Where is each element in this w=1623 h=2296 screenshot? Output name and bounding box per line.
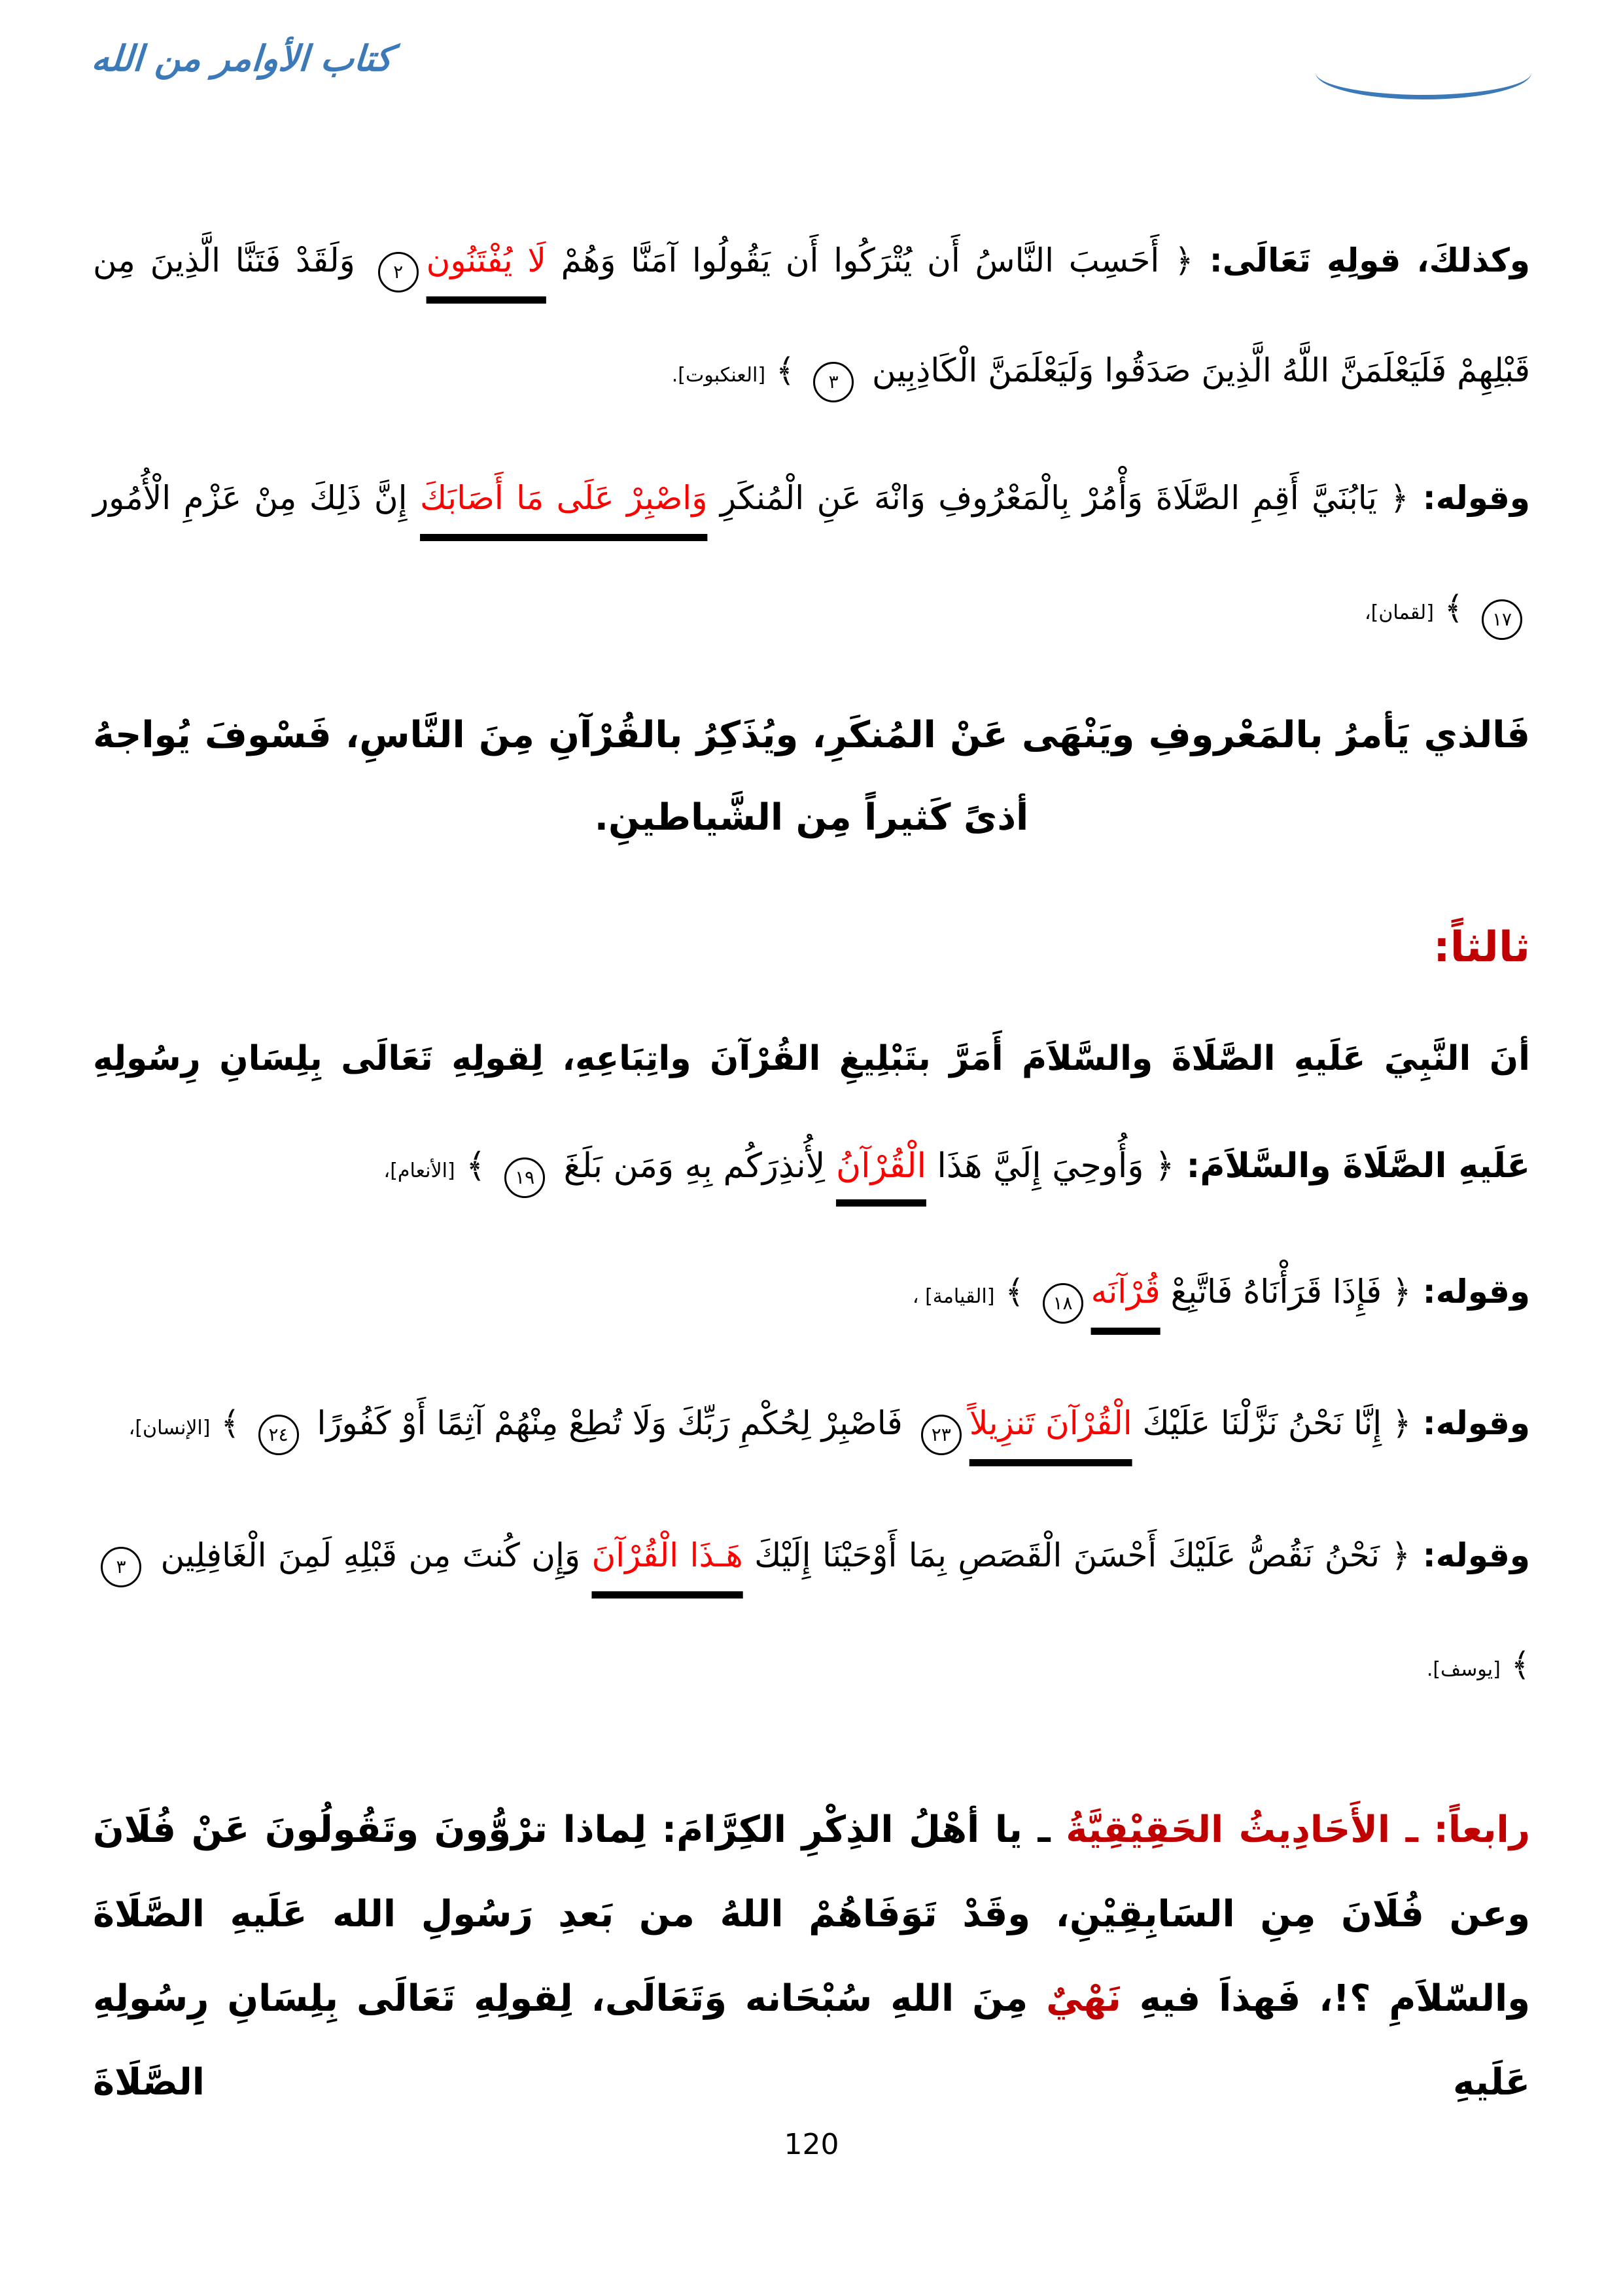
surah-reference: [يوسف]. xyxy=(1426,1658,1501,1682)
quran-verse-text: ﴾ xyxy=(1433,588,1474,627)
ayah-number: ١٧ xyxy=(1482,599,1522,640)
body-text: لِماذا ترْوُّونَ وتَقُولُونَ عَنْ فُلَانَ وعن فُلَانَ مِنِ السَابِقِيْنِ، وقَدْ تَوَفَاهُمْ اللهُ من بَعدِ رَسُولِ الله عَلَيهِ الصَّلَاةَ والسّلاَمِ ؟!، فَهذاَ فيهِ xyxy=(93,1808,1530,2020)
section-heading-text: ثالثاً: xyxy=(1433,923,1530,972)
quran-verse-text: ﴾ xyxy=(994,1272,1035,1311)
body-text: مِنَ اللهِ سُبْحَانه وَتَعَالَى، لِقولِهِ تَعَالَى بِلِسَانِ رِسُولِهِ عَلَيهِ الصَّلَاةَ xyxy=(93,1977,1530,2104)
body-text: فَالذي يَأمرُ بالمَعْروفِ ويَنْهَى عَنْ المُنكَرِ، ويُذَكِرُ بالقُرْآنِ مِنَ النَّاسِ، فَسْوفَ يُواجهُ أذىً كَثيراً مِن الشَّياطينِ. xyxy=(93,714,1530,839)
surah-reference: [العنكبوت]. xyxy=(671,363,766,387)
heading-third xyxy=(93,919,1530,976)
quote-intro-label: وقوله: xyxy=(1411,1272,1530,1311)
quran-verse-highlight-underlined: وَاصْبِرْ عَلَى مَا أَصَابَكَ xyxy=(420,479,708,517)
quran-verse-highlight-underlined: هَـذَا الْقُرْآنَ xyxy=(591,1536,743,1574)
ayah-number: ٣ xyxy=(101,1547,141,1587)
quran-verse-text: ﴿ أَحَسِبَ النَّاسُ أَن يُتْرَكُوا أَن يَقُولُوا آمَنَّا وَهُمْ xyxy=(546,241,1194,279)
ayah-number: ٢٤ xyxy=(258,1415,299,1455)
quran-verse-text: ﴿ إِنَّا نَحْنُ نَزَّلْنَا عَلَيْكَ xyxy=(1132,1404,1412,1443)
quran-verse-text: ﴿ وَأُوحِيَ إِلَيَّ هَذَا xyxy=(926,1146,1175,1186)
quote-intro-label: وقوله: xyxy=(1410,1536,1530,1574)
quran-verse-text: فَاصْبِرْ لِحُكْمِ رَبِّكَ وَلَا تُطِعْ مِنْهُمْ آثِمًا أَوْ كَفُورًا xyxy=(306,1404,913,1443)
body-text: أنَ النَّبِيَ عَلَيهِ الصَّلَاةَ والسَّلاَمَ أَمَرَّ بتَبْلِيغِ القُرْآنَ واتِبَاعِهِ، لِقولِهِ تَعَالَى بِلِسَانِ رِسُولِهِ عَلَيهِ الصَّلَاةَ والسَّلاَمَ: xyxy=(93,1039,1530,1186)
quran-verse-highlight-underlined: لَا يُفْتَنُون xyxy=(426,241,546,279)
ayah-number: ٢٣ xyxy=(921,1415,962,1455)
page-footer xyxy=(0,2128,1623,2161)
quran-verse-text: ﴾ xyxy=(210,1404,251,1443)
surah-reference: [الأنعام]، xyxy=(383,1159,455,1183)
quote-intro-label: ـ يا أهْلُ الذِكْرِ الكِرَّامَ: xyxy=(646,1808,1051,1851)
surah-reference: [الإنسان]، xyxy=(128,1417,211,1440)
quran-verse-highlight-underlined: قُرْآنَه xyxy=(1091,1272,1161,1311)
paragraph-luqman-verse xyxy=(93,444,1530,663)
book-title-calligraphy: كتاب الأوامر من الله xyxy=(90,38,394,79)
quran-verse-text: ﴾ xyxy=(765,351,806,389)
emphasis-red-text: نَهْيٌ xyxy=(1046,1977,1121,2020)
quran-verse-text: وَلَقَدْ فَتَنَّا الَّذِينَ مِن قَبْلِهِمْ فَلَيَعْلَمَنَّ اللَّهُ الَّذِينَ صَدَقُوا وَلَيَعْلَمَنَّ الْكَاذِبِين xyxy=(93,241,1530,389)
quran-verse-text: ﴿ يَابُنَيَّ أَقِمِ الصَّلَاةَ وَأْمُرْ بِالْمَعْرُوفِ وَانْهَ عَنِ الْمُنكَرِ xyxy=(707,479,1409,517)
quran-verse-highlight-underlined: الْقُرْآنَ تَنزِيلاً xyxy=(969,1404,1132,1443)
paragraph-insan-verse xyxy=(93,1369,1530,1479)
ayah-number: ١٩ xyxy=(504,1157,545,1198)
page-header xyxy=(92,36,1531,99)
ayah-number: ١٨ xyxy=(1043,1283,1083,1324)
quran-verse-text: ﴿ فَإِذَا قَرَأْنَاهُ فَاتَّبِعْ xyxy=(1160,1272,1412,1311)
quran-verse-text: إِنَّ ذَلِكَ مِنْ عَزْمِ الْأُمُور xyxy=(93,479,421,517)
paragraph-fourth xyxy=(93,1788,1530,2125)
section-heading-text: رابعاً: ـ الأَحَادِيثُ الحَقِيْقِيَّةُ xyxy=(1050,1808,1530,1851)
quran-verse-text: ﴾ xyxy=(455,1146,497,1186)
surah-reference: [لقمان]، xyxy=(1364,601,1434,624)
paragraph-commentary xyxy=(93,694,1530,859)
surah-reference: [القيامة] ، xyxy=(912,1284,995,1308)
quran-verse-text: لِأُنذِرَكُم بِهِ وَمَن بَلَغَ xyxy=(553,1146,836,1186)
quote-intro-label: وكذلكَ، قولِهِ تَعَالَى: xyxy=(1193,241,1531,279)
paragraph-qiyamah-verse xyxy=(93,1237,1530,1347)
calligraphy-flourish xyxy=(1316,73,1531,99)
quran-verse-text: ﴾ xyxy=(1500,1646,1530,1684)
ayah-number: ٣ xyxy=(813,362,854,402)
paragraph-yusuf-verse xyxy=(93,1501,1530,1720)
quote-intro-label: وقوله: xyxy=(1408,479,1530,517)
paragraph-anaam-verse xyxy=(93,1006,1530,1220)
content xyxy=(93,206,1530,2125)
quran-verse-text: وَإِن كُنتَ مِن قَبْلِهِ لَمِنَ الْغَافِلِين xyxy=(149,1536,592,1574)
page-number: 120 xyxy=(784,2128,839,2161)
ayah-number: ٢ xyxy=(378,252,419,292)
paragraph-ankabut-verse xyxy=(93,206,1530,425)
quran-verse-highlight-underlined: الْقُرْآنُ xyxy=(835,1146,926,1186)
quote-intro-label: وقوله: xyxy=(1411,1404,1530,1443)
quran-verse-text: ﴿ نَحْنُ نَقُصُّ عَلَيْكَ أَحْسَنَ الْقَصَصِ بِمَا أَوْحَيْنَا إِلَيْكَ xyxy=(742,1536,1410,1574)
